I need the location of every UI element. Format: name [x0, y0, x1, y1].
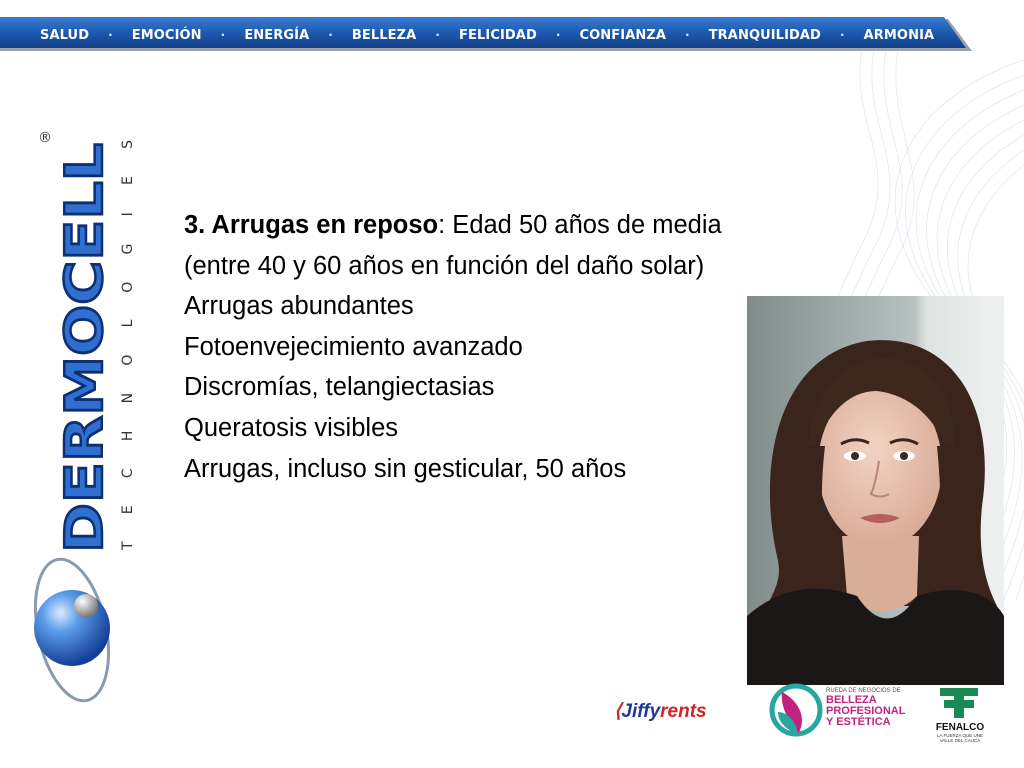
fenalco-sub-1: LA FUERZA QUE UNE [936, 733, 983, 738]
nav-item-felicidad[interactable]: FELICIDAD [459, 27, 537, 43]
jiffy-swoosh-icon: ⟨ [614, 701, 622, 722]
dermocell-logo [28, 128, 140, 708]
content-line: Arrugas abundantes [184, 292, 414, 321]
nav-separator: · [435, 28, 441, 42]
brand-tagline: TECHNOLOGIES [120, 139, 136, 550]
rueda-subtitle: RUEDA DE NEGOCIOS DE [826, 688, 901, 694]
content-line: (entre 40 y 60 años en función del daño solar) [184, 251, 705, 280]
rents-text: rents [660, 701, 707, 722]
nav-separator: · [685, 28, 690, 42]
nav-item-armonia[interactable]: ARMONIA [863, 27, 935, 43]
nav-item-confianza[interactable]: CONFIANZA [579, 27, 667, 43]
fenalco-logo [934, 722, 986, 743]
nav-item-belleza[interactable]: BELLEZA [351, 27, 417, 43]
content-line: Fotoenvejecimiento avanzado [184, 332, 523, 361]
rueda-negocios-logo [826, 688, 936, 728]
fenalco-name: FENALCO [935, 722, 985, 733]
nav-item-tranquilidad[interactable]: TRANQUILIDAD [708, 27, 821, 43]
content-line: Arrugas, incluso sin gesticular, 50 años [184, 454, 627, 483]
heading-suffix: : Edad 50 años de media [438, 211, 722, 239]
nav-item-energia[interactable]: ENERGÍA [244, 27, 310, 43]
nav-item-emocion[interactable]: EMOCIÓN [131, 27, 202, 43]
content-line: Discromías, telangiectasias [184, 373, 495, 402]
content-line: Queratosis visibles [184, 413, 398, 442]
top-navigation-bar [0, 17, 975, 53]
logo-orbit-icon [28, 553, 120, 708]
fenalco-sub-2: VALLE DEL CAUCA [939, 738, 981, 743]
heading-line [184, 205, 844, 246]
nav-separator: · [220, 28, 226, 42]
slide-content [184, 205, 844, 489]
rueda-line-3: Y ESTÉTICA [826, 716, 891, 728]
jiffy-text: Jiffy [621, 701, 661, 722]
rueda-line-1: BELLEZA [826, 694, 877, 706]
portrait-photo [747, 296, 1004, 685]
brand-name: DERMOCELL [55, 198, 115, 553]
nav-separator: · [328, 28, 333, 42]
jiffy-rents-logo [614, 700, 707, 723]
section-heading: 3. Arrugas en reposo [184, 211, 439, 239]
rueda-line-2: PROFESIONAL [826, 705, 906, 717]
brand-registered-mark: ® [38, 130, 52, 146]
nav-separator: · [108, 28, 113, 42]
nav-item-salud[interactable]: SALUD [40, 27, 90, 43]
nav-separator: · [839, 28, 845, 42]
nav-separator: · [555, 28, 561, 42]
